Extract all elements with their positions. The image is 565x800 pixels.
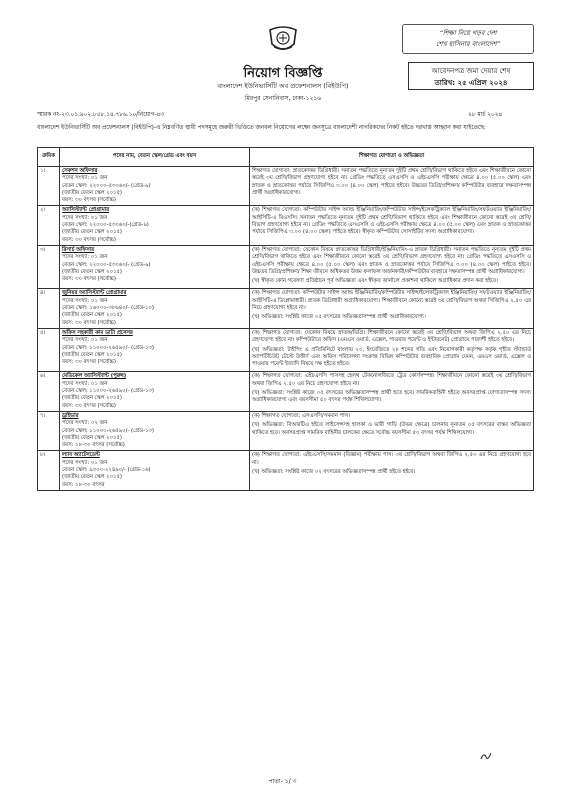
row-serial: ৪। xyxy=(38,289,60,328)
post-pay-scale: বেতন স্কেল: ৯৩০০-২২৪৯০/- (গ্রেড-১৬) xyxy=(62,466,151,473)
post-name: অফিস সহকারী কাম ডাটা প্রসেসর xyxy=(62,329,133,336)
post-scale-note: (জাতীয় বেতন স্কেল ২০১৫) xyxy=(62,474,122,481)
intro-paragraph: বাংলাদেশ ইউনিভার্সিটি অব প্রফেশনালস (বিইউপি)-এ নিম্নবর্ণিত স্থায়ী পদসমূহে জরুরী ভিত্তিতে জনবল নিয়োগের লক্ষ্যে জনসূত্রে বাংলাদেশী নাগরিকদের নিকট হইতে দরখাস্ত আহ্বান করা যাইতেছে: xyxy=(37,125,486,131)
post-vacancy: পদের সংখ্যা: ০২ জন xyxy=(62,420,108,427)
organization-name: বাংলাদেশ ইউনিভার্সিটি অব প্রফেশনালস (বিইউপি) xyxy=(217,82,349,90)
post-name: সেকশন অফিসার xyxy=(62,168,98,174)
post-vacancy: পদের সংখ্যা: ০১ জন xyxy=(62,459,108,466)
table-row xyxy=(38,411,534,450)
slogan-line-2: শেখ হাসিনার বাংলাদেশ” xyxy=(436,40,500,48)
qualification-text: (ক) শিক্ষাগত যোগ্যতা: এইচএসসি পাসসহ হেলথ টেকনোলজিতে ট্রেড কোর্সসম্পন্ন। শিক্ষাজীবনে কোনো স্তরেই ৩য় শ্রেণি/বিভাগ অথবা জিপিএ ২.৫০ এর নিচে গ্রহণযোগ্য হইবে না। xyxy=(252,373,531,387)
post-pay-scale: বেতন স্কেল: ১৬০০০-৩৮৬৪০/- (গ্রেড-১০) xyxy=(62,305,154,312)
row-post-details xyxy=(60,289,250,328)
post-age-limit: বয়স: ৩০ বৎসর (সর্বোচ্চ) xyxy=(62,236,116,243)
row-post-details xyxy=(60,328,250,371)
post-vacancy: পদের সংখ্যা: ০১ জন xyxy=(62,380,108,387)
row-serial: ৭। xyxy=(38,411,60,450)
table-row xyxy=(38,245,534,288)
memo-date: ২৮ মার্চ ২০২৪ xyxy=(468,112,503,118)
page-number: পাতা- ১/ ৩ xyxy=(268,778,297,785)
post-name: মেডিকেল অ্যাসিস্ট্যান্ট (পুরুষ) xyxy=(62,373,127,380)
post-pay-scale: বেতন স্কেল: ১১০০০-২৬৫৯০/- (গ্রেড-১৩) xyxy=(62,344,154,351)
post-pay-scale: বেতন স্কেল: ১১০০০-২৬৫৯০/- (গ্রেড-১৩) xyxy=(62,427,154,434)
post-age-limit: বয়স: ৩০ বৎসর (সর্বোচ্চ) xyxy=(62,197,116,204)
row-qualifications xyxy=(250,411,534,450)
organization-address: মিরপুর সেনানিবাস, ঢাকা-১২১৬ xyxy=(244,95,322,102)
qualification-text: (ক) শিক্ষাগত যোগ্যতা: এসএসসি/সমমান পাস। xyxy=(252,412,350,419)
qualification-text: (ক) শিক্ষাগত যোগ্যতা: কম্পিউটার সাইন্স অ্যান্ড ইঞ্জিনিয়ারিং/কম্পিউটার সাইন্স/ইলেকট্রিক্যাল ইঞ্জিনিয়ারিং/ সফটওয়্যার ইঞ্জিনিয়ারিং/ আইসিটি-এ ডিপ্লোমাধারী। স্নাতক ডিগ্রিধারী অগ্রাধিকারযোগ্য। শিক্ষাজীবনে কোনো স্তরেই ৩য় শ্রেণি/বিভাগ অথবা সিজিপিএ ২.৫০ এর নিচে গ্রহণযোগ্য হইবে না। xyxy=(252,290,531,312)
post-vacancy: পদের সংখ্যা: ০১ জন xyxy=(62,254,108,261)
post-age-limit: বয়স: ৩০ বৎসর (সর্বোচ্চ) xyxy=(62,276,116,283)
post-vacancy: পদের সংখ্যা: ০১ জন xyxy=(62,214,108,221)
qualification-text: (ক) শিক্ষাগত যোগ্যতা: যেকোন বিষয়ে স্নাতক/ডিগ্রি। শিক্ষাজীবনে কোনো স্তরেই ৩য় শ্রেণি/বিভাগ অথবা জিপিএ ২.৫০ এর নিচে গ্রহণযোগ্য হইবে না। কম্পিউটারে অফিস (এমএস ওয়ার্ড, এক্সেল, পাওয়ার পয়েন্ট ও ইন্টারনেট) প্রোগ্রামে পারদর্শী হইতে হইবে। xyxy=(252,329,531,344)
memo-number: স্মারক নং-২৩.০১.৯০২.৮৫৮.১৪.৭৮৬.১০/নিয়োগ-৪৩ xyxy=(37,112,165,118)
qualification-text: (খ) স্বীকৃত কোন গবেষণা প্রতিষ্ঠানে পূর্ব অভিজ্ঞতা এবং স্বীকৃত জার্নালে প্রকাশনা থাকিলে অগ্রাধিকার প্রদান করা হইবে। xyxy=(252,278,498,285)
post-age-limit: বয়স: ১৮-৩০ বৎসর xyxy=(62,481,105,488)
table-row xyxy=(38,451,534,490)
post-scale-note: (জাতীয় বেতন স্কেল ২০১৫) xyxy=(62,229,122,236)
deadline-box xyxy=(408,62,534,90)
table-row xyxy=(38,372,534,411)
job-table xyxy=(37,147,534,491)
post-pay-scale: বেতন স্কেল: ২২০০০-৫৩০৬০/- (গ্রেড-৯) xyxy=(62,182,151,189)
qualification-text: শিক্ষাগত যোগ্যতা: স্নাতকোত্তর ডিগ্রিধারী। সনাতন পদ্ধতিতে নূন্যতম দুইটি প্রথম শ্রেণি/বিভাগ থাকিতে হইবে এবং শিক্ষাজীবনে কোনো স্তরেই ৩য় শ্রেণি/বিভাগ গ্রহণযোগ্য হইবে না। গ্রেডিং পদ্ধতিতে এসএসসি ও এইচএসসি পরীক্ষায় ক্ষেত্রে ৪.০০ (৫.০০ স্কেল) এবং স্নাতক ও স্নাতকোত্তর পর্যায়ে সিজিপিএ ৩.০০ (৪.০০ স্কেল) পাইতে হইবে। উচ্চতর ডিগ্রি/প্রশিক্ষণ/ কম্পিউটার ব্যবহারে দক্ষতাসম্পন্ন প্রার্থী অগ্রাধিকারযোগ্য। xyxy=(252,168,531,196)
post-vacancy: পদের সংখ্যা: ০১ জন xyxy=(62,337,108,344)
post-scale-note: (জাতীয় বেতন স্কেল ২০১৫) xyxy=(62,434,122,441)
row-post-details xyxy=(60,206,250,245)
post-pay-scale: বেতন স্কেল: ১১০০০-২৬৫৯০/- (গ্রেড-১৩) xyxy=(62,388,154,395)
post-age-limit: বয়স: ৩০ বৎসর (সর্বোচ্চ) xyxy=(62,359,116,366)
table-header-row xyxy=(38,148,534,167)
post-scale-note: (জাতীয় বেতন স্কেল ২০১৫) xyxy=(62,268,122,275)
post-scale-note: (জাতীয় বেতন স্কেল ২০১৫) xyxy=(62,351,122,358)
deadline-date: তারিখ: ২৫ এপ্রিল ২০২৪ xyxy=(434,79,508,87)
row-qualifications xyxy=(250,451,534,490)
qualification-text: (ক) শিক্ষাগত যোগ্যতা: যেকোন বিষয়ে স্নাতকোত্তর ডিগ্রিধারী/ইঞ্জিনিয়ারিং-এ স্নাতক ডিগ্রিধারী। সনাতন পদ্ধতিতে নূন্যতম দুইটি প্রথম শ্রেণি/বিভাগ থাকিতে হইবে এবং শিক্ষাজীবনে কোনো স্তরেই ৩য় শ্রেণি/বিভাগ গ্রহণযোগ্য হইবে না। গ্রেডিং পদ্ধতিতে এসএসসি ও এইচএসসি পরীক্ষায় ক্ষেত্রে ৪.০০ (৫.০০ স্কেল) এবং স্নাতক ও স্নাতকোত্তর পর্যায়ে সিজিপিএ ৩.০০ (৪.০০ স্কেল) পাইতে হইবে। উচ্চতর ডিগ্রি/প্রশিক্ষণ/ শিক্ষা জীবনে অধিকতর উত্তম ফলাফল অর্জনকারী/কম্পিউটার ব্যবহারে দক্ষতাসম্পন্ন প্রার্থী অগ্রাধিকারযোগ্য। xyxy=(252,246,531,275)
row-serial: ৩। xyxy=(38,245,60,288)
row-qualifications xyxy=(250,328,534,371)
post-scale-note: (জাতীয় বেতন স্কেল ২০১৫) xyxy=(62,312,122,319)
job-rows xyxy=(38,167,534,491)
post-pay-scale: বেতন স্কেল: ২২০০০-৫৩০৬০/- (গ্রেড-৯) xyxy=(62,261,151,268)
post-name: জুনিয়র অ্যাসিস্ট্যান্ট প্রোগ্রামার xyxy=(62,290,127,297)
row-serial: ৫। xyxy=(38,328,60,371)
post-name: ড্রাইভার xyxy=(62,412,79,419)
post-name: রিসার্চ অফিসার xyxy=(62,246,95,253)
row-serial: ২। xyxy=(38,206,60,245)
qualification-text: (খ) অভিজ্ঞতা: বিআরটিএ হইতে লাইসেন্সসহ হালকা ও ভারী গাড়ি (উভয় ক্ষেত্রে) চালনায় নূন্যতম ০৫ বৎসরের বাস্তব অভিজ্ঞতা থাকিতে হবে। অবসরপ্রাপ্ত সামরিক বাহিনীর চালকের ক্ষেত্রে সর্বোচ্চ বয়সসীমা ৫০ বৎসর পর্যন্ত শিথিলযোগ্য। xyxy=(252,422,531,436)
row-qualifications xyxy=(250,289,534,328)
row-post-details xyxy=(60,451,250,490)
post-vacancy: পদের সংখ্যা: ০১ জন xyxy=(62,175,108,182)
table-row xyxy=(38,289,534,328)
post-age-limit: বয়স: ১৮-৩০ বৎসর (সর্বোচ্চ) xyxy=(62,442,125,449)
row-qualifications xyxy=(250,372,534,411)
post-name: অ্যাসিস্ট্যান্ট প্রোগ্রামার xyxy=(62,207,110,214)
row-serial: ৮। xyxy=(38,451,60,490)
table-row xyxy=(38,167,534,206)
row-serial: ১। xyxy=(38,167,60,206)
row-qualifications xyxy=(250,245,534,288)
post-pay-scale: বেতন স্কেল: ২২০০০-৫৩০৬০/-(গ্রেড-৯) xyxy=(62,222,149,229)
row-post-details xyxy=(60,167,250,206)
post-scale-note: (জাতীয় বেতন স্কেল ২০১৫) xyxy=(62,395,122,402)
bup-logo-icon xyxy=(266,22,300,56)
deadline-label: আবেদনপত্র জমা দেয়ার শেষ xyxy=(431,67,511,75)
signature-mark xyxy=(480,750,492,762)
qualification-text: (ক) শিক্ষাগত যোগ্যতা: এইচএসসি/সমমান (বিজ্ঞান) পরীক্ষায় পাস। ৩য় শ্রেণি/বিভাগ অথবা জিপিএ ২.৫০ এর নিচে গ্রহণযোগ্য হবে না। xyxy=(252,452,531,466)
slogan-box xyxy=(402,24,534,54)
post-age-limit: বয়স: ৩০ বৎসর (সর্বোচ্চ) xyxy=(62,319,116,326)
post-name: ল্যাব অ্যাটেনডেন্ট xyxy=(62,452,100,459)
row-qualifications xyxy=(250,206,534,245)
row-post-details xyxy=(60,411,250,450)
row-serial: ৬। xyxy=(38,372,60,411)
slogan-line-1: “শিক্ষা নিয়ে গড়ব দেশ xyxy=(439,29,497,37)
qualification-text: (ক) শিক্ষাগত যোগ্যতা: কম্পিউটার সাইন্স অ্যান্ড ইঞ্জিনিয়ারিং/কম্পিউটার সাইন্স/ইলেকট্রিক্যাল ইঞ্জিনিয়ারিং/সফটওয়্যার ইঞ্জিনিয়ারিং/আইসিটি-এ বিএসসি। সনাতন পদ্ধতিতে নূন্যতম দুইটি প্রথম শ্রেণি/বিভাগ থাকিতে হইবে এবং শিক্ষাজীবনে কোনো স্তরেই ৩য় শ্রেণি/বিভাগ গ্রহণযোগ্য হইবে না। গ্রেডিং পদ্ধতিতে এসএসসি ও এইচএসসি পরীক্ষায় ক্ষেত্রে ৪.০০ (৫.০০ স্কেল) এবং স্নাতক ও স্নাতকোত্তর পর্যায়ে সিজিপিএ ৩.০০ (৪.০০ স্কেল) পাইতে হইবে। স্বীকৃত কম্পিউটার সোসাইটির সদস্য অগ্রাধিকারযোগ্য। xyxy=(252,207,531,236)
header-qualification: শিক্ষাগত যোগ্যতা ও অভিজ্ঞতা xyxy=(250,148,534,167)
header-serial: ক্রমিক xyxy=(38,148,60,167)
qualification-text: (খ) অভিজ্ঞতা: টাইপিং এ প্রতিমিনিটে বাংলায় ২০, ইংরেজিতে ২৮ শব্দের গতি এবং নিয়োগকারী কর্তৃপক্ষ কর্তৃক গৃহীত স্ট্যান্ডার্ড অ্যাপটিচিউট টেস্টে উত্তীর্ণ এবং অফিস পরিচালনা সংক্রান্ত বিভিন্ন কম্পিউটার ব্যবহারিক প্রোগ্রাম যেমন, এমএস ওয়ার্ড, এক্সেল ও পাওয়ার পয়েন্ট ইত্যাদি বিষয়ে দক্ষ হইতে হইবে। xyxy=(252,346,531,368)
row-post-details xyxy=(60,245,250,288)
notice-title: নিয়োগ বিজ্ঞপ্তি xyxy=(243,66,323,81)
row-post-details xyxy=(60,372,250,411)
qualification-text: (খ) অভিজ্ঞতা: সংশ্লিষ্ট কাজে ০২ বৎসরের অভিজ্ঞতাসম্পন্ন প্রার্থী হইতে হইবে। xyxy=(252,468,416,475)
qualification-text: (খ) অভিজ্ঞতা: সংশ্লিষ্ট কাজে ০৫ বৎসরের অভিজ্ঞতাসম্পন্ন প্রার্থী অগ্রাধিকারযোগ্য। xyxy=(252,314,426,321)
post-vacancy: পদের সংখ্যা: ০১ জন xyxy=(62,297,108,304)
post-age-limit: বয়স: ৩০ বৎসর (সর্বোচ্চ) xyxy=(62,402,116,409)
post-scale-note: (জাতীয় বেতন স্কেল ২০১৫) xyxy=(62,189,122,196)
table-row xyxy=(38,328,534,371)
qualification-text: (খ) অভিজ্ঞতা: সংশ্লিষ্ট কাজে ০৫ বৎসরের অভিজ্ঞতাসম্পন্ন প্রার্থী হতে হবে। সামরিকবাহিনী হইতে অবসরপ্রাপ্ত যোগ্যতাসম্পন্ন সদস্য অগ্রাধিকারযোগ্য এবং বয়সসীমা ৫০ বৎসর পর্যন্ত শিথিলযোগ্য। xyxy=(252,390,531,404)
header-post: পদের নাম, বেতন স্কেল/গ্রেড এবং বয়স xyxy=(60,148,250,167)
table-row xyxy=(38,206,534,245)
row-qualifications xyxy=(250,167,534,206)
